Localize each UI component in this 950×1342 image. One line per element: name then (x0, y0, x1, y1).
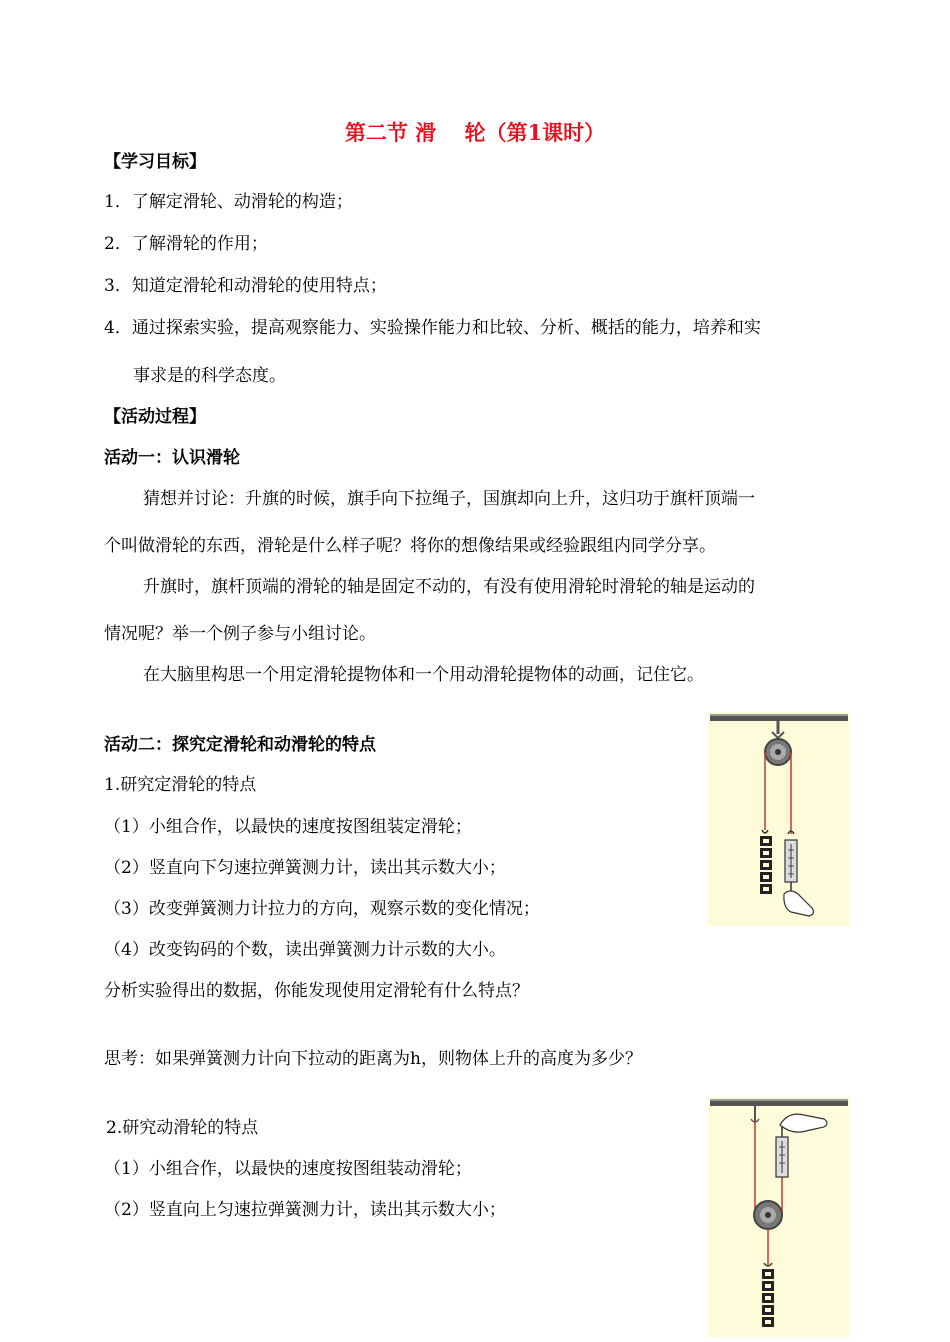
fixed-think: 思考：如果弹簧测力计向下拉动的距离为h，则物体上升的高度为多少？ (104, 1049, 642, 1069)
hook-weights-icon (762, 1269, 774, 1327)
goal-item-4-cont: 事求是的科学态度。 (133, 366, 286, 386)
hand-icon (784, 891, 814, 916)
hook-weights-icon (760, 836, 772, 894)
hand-icon (780, 1114, 827, 1132)
page-title: 第二节 滑 轮（第1课时） (344, 120, 606, 145)
fixed-step-2: （2）竖直向下匀速拉弹簧测力计，读出其示数大小； (104, 858, 506, 878)
fixed-pulley-figure (708, 712, 850, 926)
activity1-para-3: 在大脑里构思一个用定滑轮提物体和一个用动滑轮提物体的动画，记住它。 (143, 665, 704, 685)
activity2-heading: 活动二：探究定滑轮和动滑轮的特点 (104, 735, 376, 755)
goal-item-1: 1．了解定滑轮、动滑轮的构造； (104, 192, 353, 212)
fixed-step-3: （3）改变弹簧测力计拉力的方向，观察示数的变化情况； (104, 899, 540, 919)
goals-heading: 【学习目标】 (104, 152, 206, 172)
activity1-para-1: 猜想并讨论：升旗的时候，旗手向下拉绳子，国旗却向上升，这归功于旗杆顶端一 (143, 489, 755, 509)
activity1-heading: 活动一：认识滑轮 (104, 448, 240, 468)
fixed-pulley-heading: 1.研究定滑轮的特点 (104, 775, 257, 795)
movable-step-1: （1）小组合作，以最快的速度按图组装动滑轮； (104, 1159, 472, 1179)
activity1-para-2: 升旗时，旗杆顶端的滑轮的轴是固定不动的，有没有使用滑轮时滑轮的轴是运动的 (143, 577, 755, 597)
movable-step-2: （2）竖直向上匀速拉弹簧测力计，读出其示数大小； (104, 1200, 506, 1220)
spring-scale-icon (785, 831, 797, 892)
goal-item-2: 2．了解滑轮的作用； (104, 234, 268, 254)
fixed-step-4: （4）改变钩码的个数，读出弹簧测力计示数的大小。 (104, 940, 506, 960)
process-heading: 【活动过程】 (104, 407, 206, 427)
activity1-para-2-cont: 情况呢？举一个例子参与小组讨论。 (104, 624, 376, 644)
activity1-para-1-cont: 个叫做滑轮的东西，滑轮是什么样子呢？将你的想像结果或经验跟组内同学分享。 (104, 536, 716, 556)
movable-pulley-figure (708, 1097, 850, 1337)
fixed-step-1: （1）小组合作，以最快的速度按图组装定滑轮； (104, 817, 472, 837)
fixed-question: 分析实验得出的数据，你能发现使用定滑轮有什么特点？ (104, 981, 529, 1001)
goal-item-4: 4．通过探索实验，提高观察能力、实验操作能力和比较、分析、概括的能力，培养和实 (104, 318, 761, 338)
goal-item-3: 3．知道定滑轮和动滑轮的使用特点； (104, 276, 387, 296)
spring-scale-icon (776, 1127, 788, 1177)
movable-pulley-heading: 2.研究动滑轮的特点 (106, 1118, 259, 1138)
